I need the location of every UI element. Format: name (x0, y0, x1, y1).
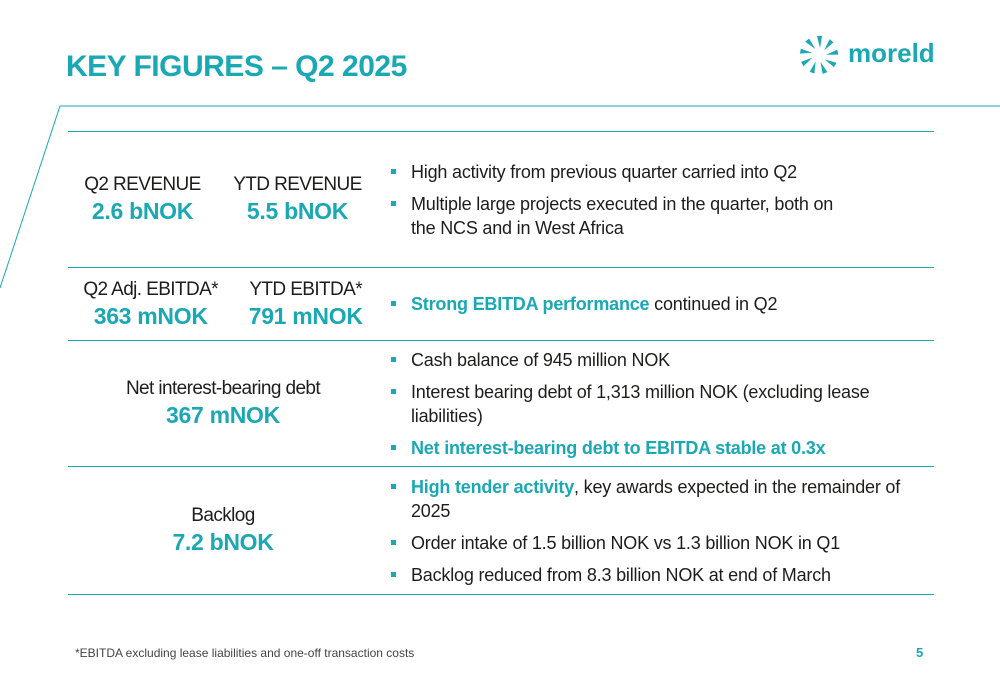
bullet-item: Strong EBITDA performance continued in Q2 (388, 292, 934, 316)
bullet-item: High tender activity, key awards expected in the remainder of 2025 (388, 475, 934, 523)
backlog-metric (172, 505, 273, 556)
metric-label: Q2 Adj. EBITDA* (83, 278, 218, 300)
bullet-item: Cash balance of 945 million NOK (388, 348, 934, 372)
backlog-row (68, 466, 934, 595)
bullet-item: Interest bearing debt of 1,313 million NOK (excluding lease liabilities) (388, 380, 934, 428)
page-title: KEY FIGURES – Q2 2025 (66, 50, 407, 83)
ebitda-bullets (378, 284, 934, 324)
backlog-bullets (378, 467, 934, 595)
metric-value: 5.5 bNOK (246, 198, 349, 224)
debt-metrics (68, 378, 378, 429)
bullet-item: Backlog reduced from 8.3 billion NOK at end of March (388, 563, 934, 587)
pinwheel-logo-icon (796, 34, 842, 76)
net-debt-metric (126, 378, 320, 429)
debt-row (68, 340, 934, 466)
metric-label: Q2 REVENUE (84, 174, 201, 195)
ebitda-metrics (68, 279, 378, 330)
logo-wordmark: moreld (848, 38, 935, 68)
metric-label: Net interest-bearing debt (125, 378, 321, 399)
company-logo (796, 34, 936, 76)
backlog-metrics (68, 505, 378, 556)
ytd-ebitda-metric (249, 279, 363, 330)
q2-revenue-metric (84, 174, 200, 225)
revenue-metrics (68, 174, 378, 225)
revenue-row (68, 131, 934, 267)
revenue-bullets (378, 152, 934, 248)
bullet-item: Order intake of 1.5 billion NOK vs 1.3 billion NOK in Q1 (388, 531, 934, 555)
bullet-item: Multiple large projects executed in the quarter, both on the NCS and in West Africa (388, 192, 934, 240)
key-figures-table (68, 131, 934, 595)
metric-value: 791 mNOK (248, 302, 363, 329)
footnote: *EBITDA excluding lease liabilities and one-off transaction costs (75, 646, 415, 660)
bullet-item: Net interest-bearing debt to EBITDA stable at 0.3x (388, 436, 934, 460)
metric-label: YTD EBITDA* (249, 278, 363, 300)
metric-value: 2.6 bNOK (91, 198, 194, 224)
metric-value: 7.2 bNOK (172, 529, 274, 555)
ebitda-row (68, 267, 934, 340)
metric-label: Backlog (191, 505, 255, 526)
page-number: 5 (916, 645, 924, 660)
metric-label: YTD REVENUE (233, 174, 362, 195)
q2-ebitda-metric (83, 279, 218, 330)
metric-value: 367 mNOK (166, 402, 280, 428)
bullet-item: High activity from previous quarter carried into Q2 (388, 160, 934, 184)
debt-bullets (378, 340, 934, 468)
metric-value: 363 mNOK (93, 302, 208, 329)
ytd-revenue-metric (233, 174, 362, 225)
